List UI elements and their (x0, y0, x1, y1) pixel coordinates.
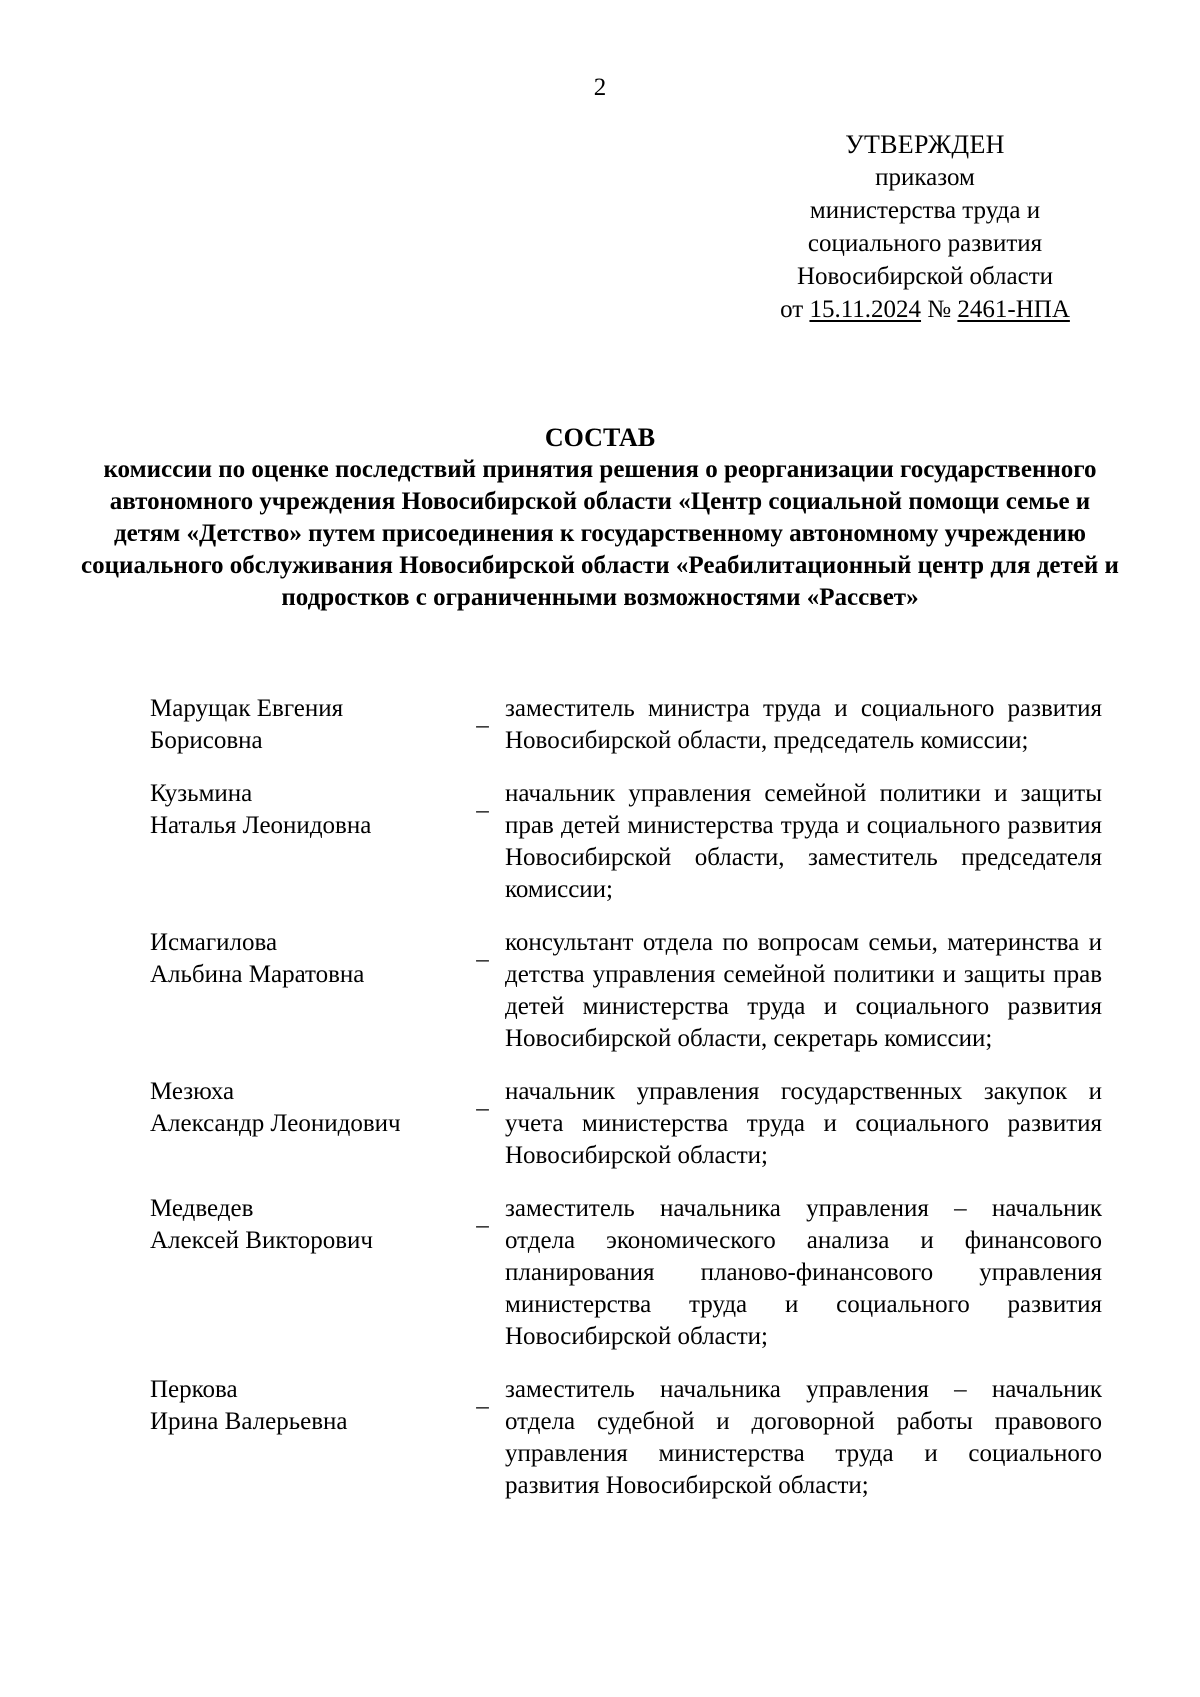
approval-order-line: приказом (875, 164, 975, 191)
member-dash: _ (476, 1203, 489, 1230)
member-dash: _ (476, 703, 489, 730)
approval-date-number-line (750, 293, 1100, 326)
member-dash: _ (476, 1384, 489, 1411)
member-given-name: Борисовна (150, 727, 263, 754)
member-given-name: Алексей Викторович (150, 1227, 373, 1254)
member-given-name: Ирина Валерьевна (150, 1408, 348, 1435)
member-surname: Мезюха (150, 1078, 235, 1105)
member-dash: _ (476, 937, 489, 964)
member-row (150, 778, 1110, 906)
member-name (150, 1193, 460, 1353)
approval-number: 2461-НПА (957, 296, 1070, 323)
approval-ministry-line-2: социального развития (807, 230, 1043, 257)
member-dash: _ (476, 788, 489, 815)
member-name (150, 1374, 460, 1502)
member-row (150, 693, 1110, 757)
member-surname: Исмагилова (150, 929, 278, 956)
member-name (150, 927, 460, 1055)
document-title: СОСТАВ (544, 423, 656, 452)
member-row (150, 927, 1110, 1055)
member-name (150, 1076, 460, 1172)
member-given-name: Альбина Маратовна (150, 961, 365, 988)
member-surname: Перкова (150, 1376, 238, 1403)
member-name (150, 778, 460, 906)
member-row (150, 1193, 1110, 1353)
approval-number-sign: № (927, 296, 952, 323)
approval-ministry-line: министерства труда и (809, 197, 1041, 224)
approval-heading: УТВЕРЖДЕН (845, 130, 1005, 159)
member-role: заместитель начальника управления – начальник отдела судебной и договорной работы правового управления министерства труда и социального развития Новосибирской области; (505, 1376, 1102, 1499)
member-row (150, 1076, 1110, 1172)
member-given-name: Александр Леонидович (150, 1110, 401, 1137)
member-surname: Кузьмина (150, 780, 253, 807)
approval-date-prefix: от (780, 296, 804, 323)
member-surname: Медведев (150, 1195, 254, 1222)
member-role: начальник управления семейной политики и защиты прав детей министерства труда и социального развития Новосибирской области, заместитель председателя комиссии; (505, 780, 1102, 903)
approval-region-line: Новосибирской области (796, 263, 1054, 290)
member-role: заместитель министра труда и социального развития Новосибирской области, председатель комиссии; (505, 695, 1102, 754)
document-subtitle: комиссии по оценке последствий принятия решения о реорганизации государственного автономного учреждения Новосибирской области «Центр социальной помощи семье и детям «Детство» путем присоединения к государственному автономному учреждению социального обслуживания Новосибирской области «Реабилитационный центр для детей и подростков с ограниченными возможностями «Рассвет» (81, 456, 1119, 611)
page-number: 2 (593, 74, 607, 101)
approval-date: 15.11.2024 (809, 296, 922, 323)
member-given-name: Наталья Леонидовна (150, 812, 372, 839)
member-surname: Марущак Евгения (150, 695, 344, 722)
member-role: консультант отдела по вопросам семьи, материнства и детства управления семейной политики и защиты прав детей министерства труда и социального развития Новосибирской области, секретарь комиссии; (505, 929, 1102, 1052)
member-dash: _ (476, 1086, 489, 1113)
commission-members-list (150, 693, 1110, 1523)
document-title-block (80, 422, 1120, 614)
member-role: начальник управления государственных закупок и учета министерства труда и социального развития Новосибирской области; (505, 1078, 1102, 1169)
member-row (150, 1374, 1110, 1502)
approval-stamp-block (750, 128, 1100, 326)
member-role: заместитель начальника управления – начальник отдела экономического анализа и финансового планирования планово-финансового управления министерства труда и социального развития Новосибирской области; (505, 1195, 1102, 1350)
member-name (150, 693, 460, 757)
